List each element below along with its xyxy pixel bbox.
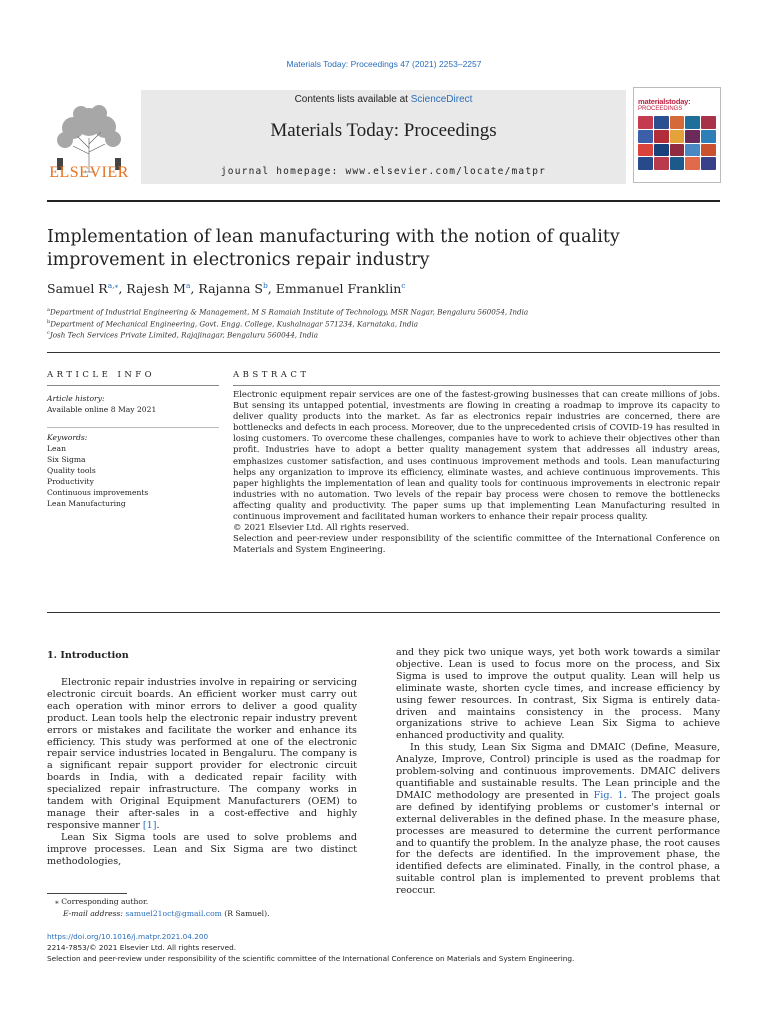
- keyword: Lean: [47, 444, 66, 453]
- article-info-divider: [47, 385, 219, 386]
- body-left-column: [47, 677, 357, 868]
- citation-link[interactable]: [1]: [142, 819, 157, 831]
- corresponding-label: Corresponding author.: [61, 897, 149, 906]
- journal-citation[interactable]: Materials Today: Proceedings 47 (2021) 2253–2257: [286, 59, 482, 69]
- email-note: E-mail address: samuel21oct@gmail.com (R Samuel).: [63, 909, 270, 918]
- paper-title-line: Implementation of lean manufacturing with the notion of quality: [47, 227, 620, 247]
- body-right-column: [396, 647, 720, 897]
- abstract-peer-review: Selection and peer-review under responsibility of the scientific committee of the International Conference on Materials and System Engineering.: [233, 534, 720, 556]
- cover-subtitle: PROCEEDINGS: [638, 106, 683, 112]
- body-paragraph: and they pick two unique ways, yet both work towards a similar objective. Lean is used to focus more on the process, and Six Sigma is used to improve the output quality. Lean will help us eliminate waste, shorten cycle times, and increase efficiency by using fewer resources. In contrast, Six Sigma is entirely data-driven and maintains consistency in the process. Many organizations strive to achieve Lean Six Sigma to achieve enhanced productivity and quality.: [396, 647, 720, 742]
- contents-availability: [141, 94, 626, 105]
- author-name[interactable]: Samuel R: [47, 281, 108, 297]
- abstract-body: [233, 390, 720, 556]
- author-marks[interactable]: c: [401, 281, 406, 290]
- footnote-divider: [47, 893, 127, 894]
- keyword: Continuous improvements: [47, 488, 149, 497]
- article-history: [47, 393, 227, 415]
- keyword: Six Sigma: [47, 455, 86, 464]
- body-paragraph: Electronic repair industries involve in repairing or servicing electronic circuit boards. An efficient worker must carry out each operation with minor errors to deliver a good quality product. Lean tools help the electronic repair industry prevent errors or mistakes and facilitate the worker and enhance its efficiency. This study was performed at one of the electronic repair service industries located in Bengaluru. The company is a significant repair support provider for electronic circuit boards in India, with a dedicated repair facility with specialized repair infrastructure. The company works in tandem with Original Equipment Manufacturers (OEM) to manage their after-sales in a cost-effective and highly responsive manner [1].: [47, 677, 357, 831]
- keywords-divider: [47, 427, 219, 428]
- email-link[interactable]: samuel21oct@gmail.com: [125, 909, 222, 918]
- keyword: Lean Manufacturing: [47, 499, 126, 508]
- section-heading-introduction: 1. Introduction: [47, 650, 129, 661]
- elsevier-wordmark: ELSEVIER: [49, 164, 129, 181]
- header-divider: [47, 200, 720, 202]
- journal-title: Materials Today: Proceedings: [270, 120, 497, 141]
- keyword: Productivity: [47, 477, 94, 486]
- journal-homepage[interactable]: journal homepage: www.elsevier.com/locate/matpr: [220, 166, 547, 177]
- corresponding-author-note: [55, 897, 375, 906]
- body-paragraph: Lean Six Sigma tools are used to solve problems and improve processes. Lean and Six Sigma are two distinct methodologies,: [47, 831, 357, 867]
- abstract-copyright: © 2021 Elsevier Ltd. All rights reserved.: [233, 523, 410, 534]
- history-value: Available online 8 May 2021: [47, 405, 157, 414]
- author-name[interactable]: Rajesh M: [126, 281, 186, 297]
- paper-title: [47, 226, 667, 272]
- contents-prefix: Contents lists available at: [294, 94, 411, 105]
- author-list: Samuel $R^{a,⁎}$, Rajesh $M^a$, Rajanna $S^b$, Emmanuel Franklin$^c$: [47, 281, 406, 297]
- sciencedirect-link[interactable]: ScienceDirect: [410, 94, 473, 105]
- affiliation: $^c$Josh Tech Services Private Limited, Rajajinagar, Bengaluru 560044, India: [47, 330, 319, 340]
- cover-title: materialstoday:: [638, 97, 691, 106]
- footer-peer-review: Selection and peer-review under responsibility of the scientific committee of the International Conference on Materials and System Engineering.: [47, 954, 575, 963]
- keywords-label: Keywords:: [47, 433, 88, 442]
- author-name[interactable]: Emmanuel Franklin: [275, 281, 402, 297]
- author-name[interactable]: Rajanna S: [198, 281, 263, 297]
- journal-cover-thumbnail[interactable]: [633, 87, 721, 183]
- affiliation: $^b$Department of Mechanical Engineering, Govt. Engg. College, Kushalnagar 571234, Karnataka, India: [47, 319, 419, 329]
- email-label: E-mail address:: [63, 909, 126, 918]
- history-label: Article history:: [47, 394, 105, 403]
- article-info-heading: ARTICLE INFO: [47, 370, 156, 380]
- title-divider: [47, 352, 720, 353]
- author-marks[interactable]: a,⁎: [107, 281, 119, 290]
- paper-title-line: improvement in electronics repair industry: [47, 250, 430, 270]
- abstract-text: Electronic equipment repair services are one of the fastest-growing businesses that can create millions of jobs. But sensing its untapped potential, investments are flowing in creating a roadmap to improve its capacity to deliver quality products into the market. As far as electronics repair industries are concerned, there are bottlenecks and defects in each process. Moreover, due to the unprecedented crisis of COVID-19 has resulted in losing customers. To overcome these challenges, companies have to work to achieve their objectives other than profit. Industries have to adopt a better quality management system that addresses all industry areas, emphasizes customer satisfaction, and uses continuous improvement methods and tools. Lean manufacturing helps any organization to improve its efficiency, eliminate wastes, and achieve continuous improvements. This paper highlights the implementation of lean and quality tools for continuous improvements in electronic repair industries with no automation. Two levels of the repair bay process were chosen to remove the bottlenecks affecting quality and productivity. The paper sums up that implementing Lean Manufacturing resulted in continuous improvement and facilitated human workers to enhance their repair process quality.: [233, 390, 720, 523]
- cover-image-grid: [638, 116, 716, 170]
- abstract-end-divider: [47, 612, 720, 613]
- author-marks[interactable]: a: [185, 281, 191, 290]
- body-paragraph: In this study, Lean Six Sigma and DMAIC (Define, Measure, Analyze, Improve, Control) principle is used as the roadmap for problem-solving and continuous improvements. DMAIC delivers quantifiable and sustainable results. The Lean principle and the DMAIC methodology are presented in Fig. 1. The project goals are defined by identifying problems or customer's internal or external deliverables in the defined phase. In the measure phase, processes are measured to determine the current performance and to quantify the problem. In the analyze phase, the root causes for the defects are identified. In the improvement phase, the identified defects are eliminated. Finally, in the control phase, a suitable control plan is implemented to prevent problems that reoccur.: [396, 742, 720, 897]
- abstract-divider: [233, 385, 720, 386]
- doi-link[interactable]: https://doi.org/10.1016/j.matpr.2021.04.200: [47, 932, 209, 941]
- keyword: Quality tools: [47, 466, 96, 475]
- affiliation: $^a$Department of Industrial Engineering & Management, M S Ramaiah Institute of Technology, MSR Nagar, Bengaluru 560054, India: [47, 307, 529, 317]
- author-marks[interactable]: b: [262, 281, 268, 290]
- keywords-block: [47, 432, 227, 509]
- footnote-marker: ⁎: [55, 897, 59, 906]
- abstract-heading: ABSTRACT: [233, 370, 310, 380]
- figure-link[interactable]: Fig. 1: [593, 789, 624, 801]
- issn-copyright: 2214-7853/© 2021 Elsevier Ltd. All rights reserved.: [47, 943, 237, 952]
